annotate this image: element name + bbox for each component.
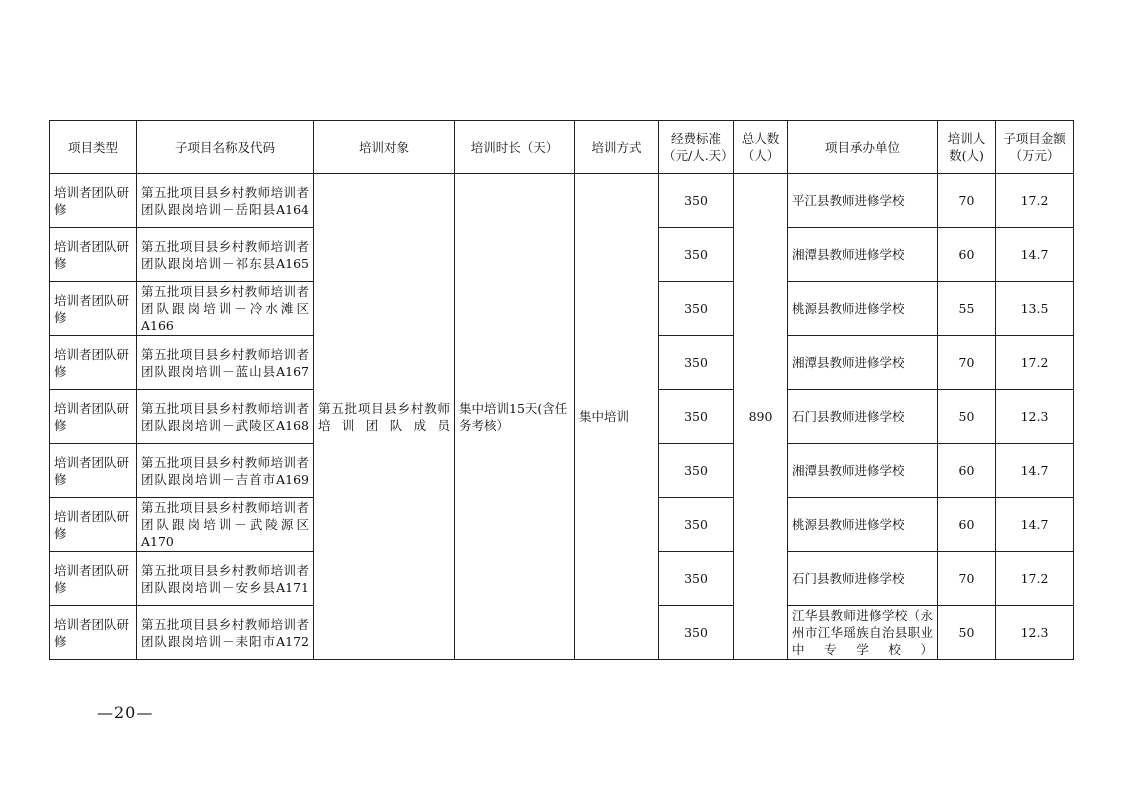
cell-standard: 350 <box>659 174 734 228</box>
cell-standard: 350 <box>659 606 734 660</box>
cell-target: 第五批项目县乡村教师培训团队成员 <box>314 174 455 660</box>
cell-standard: 350 <box>659 498 734 552</box>
cell-name: 第五批项目县乡村教师培训者团队跟岗培训－岳阳县A164 <box>137 174 314 228</box>
cell-count: 70 <box>938 174 996 228</box>
cell-org: 湘潭县教师进修学校 <box>788 444 938 498</box>
cell-standard: 350 <box>659 282 734 336</box>
cell-org: 平江县教师进修学校 <box>788 174 938 228</box>
cell-name: 第五批项目县乡村教师培训者团队跟岗培训－耒阳市A172 <box>137 606 314 660</box>
header-project-type: 项目类型 <box>50 121 137 174</box>
cell-count: 60 <box>938 498 996 552</box>
cell-total: 890 <box>734 174 788 660</box>
cell-duration: 集中培训15天(含任务考核） <box>455 174 575 660</box>
cell-name: 第五批项目县乡村教师培训者团队跟岗培训－武陵区A168 <box>137 390 314 444</box>
header-funding-standard: 经费标准（元/人.天） <box>659 121 734 174</box>
header-total-people: 总人数（人） <box>734 121 788 174</box>
header-amount: 子项目金额（万元） <box>996 121 1074 174</box>
cell-amount: 14.7 <box>996 228 1074 282</box>
cell-count: 60 <box>938 444 996 498</box>
cell-count: 70 <box>938 336 996 390</box>
cell-name: 第五批项目县乡村教师培训者团队跟岗培训－冷水滩区A166 <box>137 282 314 336</box>
cell-standard: 350 <box>659 228 734 282</box>
cell-type: 培训者团队研修 <box>50 390 137 444</box>
cell-type: 培训者团队研修 <box>50 444 137 498</box>
cell-amount: 12.3 <box>996 606 1074 660</box>
header-target: 培训对象 <box>314 121 455 174</box>
cell-amount: 17.2 <box>996 174 1074 228</box>
cell-amount: 12.3 <box>996 390 1074 444</box>
cell-name: 第五批项目县乡村教师培训者团队跟岗培训－安乡县A171 <box>137 552 314 606</box>
header-method: 培训方式 <box>575 121 659 174</box>
cell-standard: 350 <box>659 390 734 444</box>
cell-count: 55 <box>938 282 996 336</box>
cell-name: 第五批项目县乡村教师培训者团队跟岗培训－武陵源区A170 <box>137 498 314 552</box>
cell-amount: 17.2 <box>996 552 1074 606</box>
header-subproject-name: 子项目名称及代码 <box>137 121 314 174</box>
cell-amount: 14.7 <box>996 444 1074 498</box>
cell-count: 70 <box>938 552 996 606</box>
cell-org: 桃源县教师进修学校 <box>788 498 938 552</box>
cell-amount: 13.5 <box>996 282 1074 336</box>
cell-org: 湘潭县教师进修学校 <box>788 228 938 282</box>
cell-type: 培训者团队研修 <box>50 552 137 606</box>
cell-standard: 350 <box>659 336 734 390</box>
cell-org: 江华县教师进修学校（永州市江华瑶族自治县职业中专学校） <box>788 606 938 660</box>
table-row <box>50 174 1074 228</box>
cell-amount: 14.7 <box>996 498 1074 552</box>
cell-type: 培训者团队研修 <box>50 606 137 660</box>
cell-type: 培训者团队研修 <box>50 498 137 552</box>
header-trainee-count: 培训人数(人) <box>938 121 996 174</box>
cell-org: 石门县教师进修学校 <box>788 390 938 444</box>
cell-org: 石门县教师进修学校 <box>788 552 938 606</box>
cell-amount: 17.2 <box>996 336 1074 390</box>
page-number: —20— <box>97 703 154 722</box>
header-duration: 培训时长（天） <box>455 121 575 174</box>
cell-name: 第五批项目县乡村教师培训者团队跟岗培训－蓝山县A167 <box>137 336 314 390</box>
cell-type: 培训者团队研修 <box>50 282 137 336</box>
cell-type: 培训者团队研修 <box>50 228 137 282</box>
cell-org: 湘潭县教师进修学校 <box>788 336 938 390</box>
cell-standard: 350 <box>659 444 734 498</box>
header-organizer: 项目承办单位 <box>788 121 938 174</box>
cell-standard: 350 <box>659 552 734 606</box>
cell-name: 第五批项目县乡村教师培训者团队跟岗培训－祁东县A165 <box>137 228 314 282</box>
cell-count: 60 <box>938 228 996 282</box>
cell-name: 第五批项目县乡村教师培训者团队跟岗培训－吉首市A169 <box>137 444 314 498</box>
cell-method: 集中培训 <box>575 174 659 660</box>
cell-count: 50 <box>938 606 996 660</box>
training-table <box>49 120 1074 660</box>
cell-type: 培训者团队研修 <box>50 336 137 390</box>
cell-org: 桃源县教师进修学校 <box>788 282 938 336</box>
header-row <box>50 121 1074 174</box>
cell-type: 培训者团队研修 <box>50 174 137 228</box>
cell-count: 50 <box>938 390 996 444</box>
